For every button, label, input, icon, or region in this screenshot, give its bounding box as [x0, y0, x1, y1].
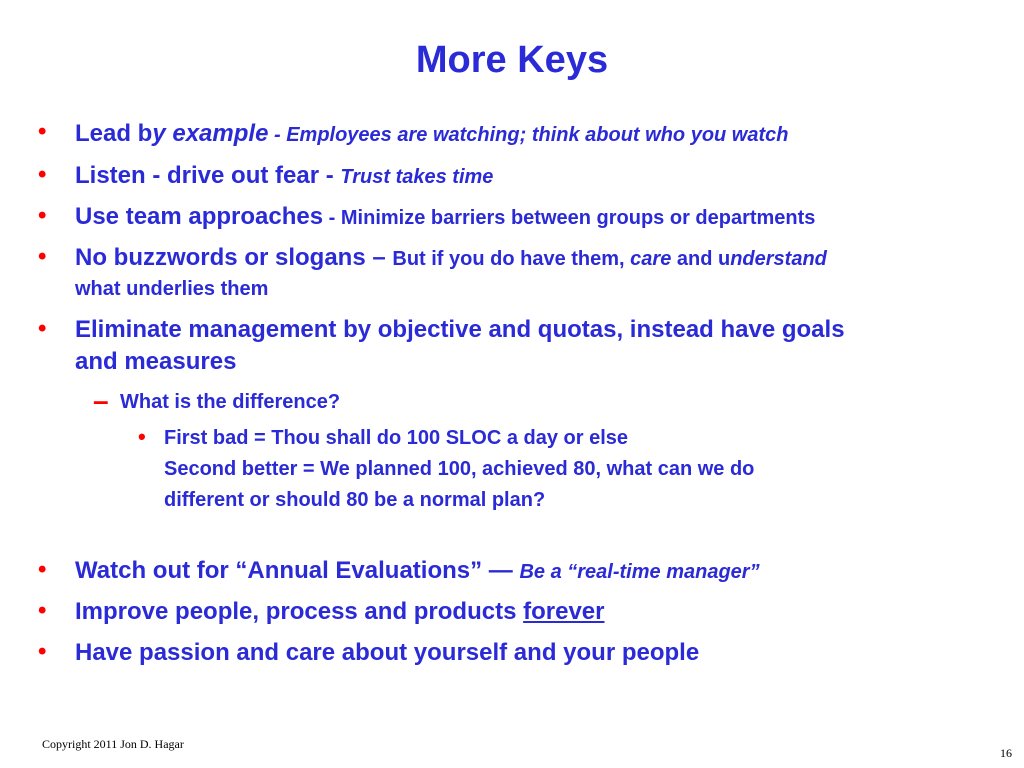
sub-sub-bullet-line: different or should 80 be a normal plan?: [164, 489, 546, 511]
bullet-eliminate-management: Eliminate management by objective and quotas, instead have goals: [75, 316, 845, 343]
slide-title: More Keys: [415, 39, 609, 81]
bullet-marker: •: [38, 243, 47, 270]
bullet-marker: •: [38, 118, 47, 145]
sub-bullet-difference: What is the difference?: [120, 391, 341, 413]
bullet-marker: •: [38, 315, 47, 342]
bullet-text-italic: nderstand: [730, 248, 827, 270]
bullet-marker: •: [38, 202, 47, 229]
sub-sub-bullet-line: First bad = Thou shall do 100 SLOC a day or else: [164, 427, 629, 449]
sub-sub-bullet-line: Second better = We planned 100, achieved 80, what can we do: [164, 458, 755, 480]
bullet-text-italic: - Employees are watching; think about who you watch: [268, 124, 789, 146]
bullet-text-italic: Trust takes time: [340, 166, 494, 188]
bullet-lead-by-example: [75, 120, 789, 148]
bullet-text: Lead b: [75, 120, 153, 147]
bullet-no-buzzwords: [75, 244, 827, 272]
bullet-team-approaches: [75, 203, 815, 231]
bullet-annual-evaluations: [75, 557, 760, 585]
page-number: 16: [1000, 746, 1012, 760]
bullet-text-small: But if you do have them,: [392, 248, 631, 270]
bullet-text-underlined: forever: [523, 598, 605, 625]
bullet-improve: [75, 598, 604, 626]
bullet-listen: [75, 162, 493, 190]
bullet-text: Listen - drive out fear -: [75, 162, 341, 189]
bullet-marker: •: [38, 161, 47, 188]
bullet-text-italic: care: [630, 248, 672, 270]
bullet-text-italic: y example: [152, 120, 269, 147]
bullet-marker: •: [38, 556, 47, 583]
bullet-text: Improve people, process and products: [75, 598, 524, 625]
bullet-text-italic: Be a “real-time manager”: [519, 561, 760, 583]
copyright-footer: Copyright 2011 Jon D. Hagar: [42, 737, 184, 751]
bullet-marker: •: [38, 597, 47, 624]
bullet-text: No buzzwords or slogans –: [75, 244, 393, 271]
bullet-marker: •: [38, 638, 47, 665]
bullet-text-small: - Minimize barriers between groups or departments: [323, 207, 816, 229]
bullet-text-small: and u: [671, 248, 731, 270]
bullet-eliminate-management-continuation: and measures: [75, 348, 237, 375]
bullet-no-buzzwords-continuation: what underlies them: [75, 278, 269, 300]
bullet-passion: Have passion and care about yourself and your people: [75, 639, 700, 666]
dash-marker: –: [93, 385, 109, 416]
bullet-text: Watch out for “Annual Evaluations” —: [75, 557, 520, 584]
bullet-text: Use team approaches: [75, 203, 324, 230]
bullet-marker: •: [138, 424, 146, 449]
